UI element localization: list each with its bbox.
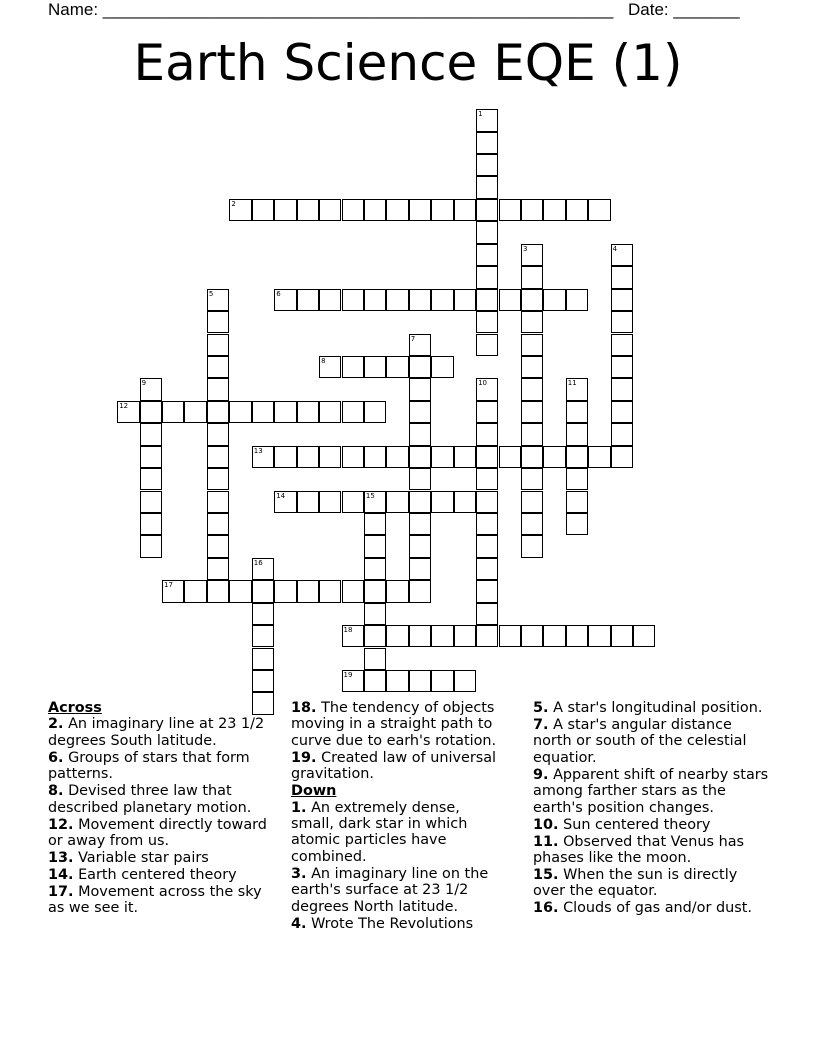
grid-cell[interactable] [611,356,633,378]
grid-cell[interactable] [476,513,498,535]
grid-cell[interactable] [342,580,364,602]
clue-number: 2 [231,199,236,208]
grid-cell[interactable] [364,356,386,378]
grid-cell[interactable] [297,491,319,513]
clue-number: 11 [567,379,577,388]
grid-cell[interactable] [319,289,341,311]
grid-cell[interactable] [566,625,588,647]
grid-cell[interactable] [409,423,431,445]
clue-across-8: 8. Devised three law that described planetary motion. [48,783,252,816]
grid-cell[interactable] [386,446,408,468]
grid-cell[interactable] [409,199,431,221]
grid-cell[interactable] [140,378,162,400]
grid-cell[interactable] [521,513,543,535]
grid-cell[interactable] [521,468,543,490]
grid-cell[interactable] [207,401,229,423]
grid-cell[interactable] [252,199,274,221]
grid-cell[interactable] [229,401,251,423]
grid-cell[interactable] [274,491,296,513]
clue-across-14: 14. Earth centered theory [48,867,237,884]
grid-cell[interactable] [207,491,229,513]
clue-number: 18 [343,626,353,635]
grid-cell[interactable] [566,468,588,490]
grid-cell[interactable] [207,580,229,602]
grid-cell[interactable] [319,356,341,378]
grid-cell[interactable] [476,109,498,131]
grid-cell[interactable] [274,446,296,468]
grid-cell[interactable] [476,446,498,468]
grid-cell[interactable] [140,535,162,557]
grid-cell[interactable] [521,491,543,513]
grid-cell[interactable] [521,446,543,468]
grid-cell[interactable] [117,401,139,423]
clue-across-12: 12. Movement directly toward or away from us. [48,816,267,850]
grid-cell[interactable] [207,311,229,333]
grid-cell[interactable] [386,625,408,647]
grid-cell[interactable] [611,625,633,647]
grid-cell[interactable] [364,535,386,557]
grid-cell[interactable] [342,670,364,692]
clues-column-1 [48,700,276,917]
name-field-label[interactable]: Name: ______________________________________________________ [48,0,614,19]
grid-cell[interactable] [409,401,431,423]
grid-cell[interactable] [319,401,341,423]
grid-cell[interactable] [521,378,543,400]
grid-cell[interactable] [521,401,543,423]
grid-cell[interactable] [476,266,498,288]
clue-down-4: 4. Wrote The Revolutions [291,915,474,932]
grid-cell[interactable] [476,378,498,400]
grid-cell[interactable] [140,446,162,468]
clue-number: 9 [141,379,147,388]
grid-cell[interactable] [409,513,431,535]
clue-number: 6 [276,289,281,298]
grid-cell[interactable] [274,401,296,423]
grid-cell[interactable] [454,491,476,513]
grid-cell[interactable] [184,401,206,423]
grid-cell[interactable] [611,244,633,266]
grid-cell[interactable] [611,311,633,333]
grid-cell[interactable] [454,199,476,221]
grid-cell[interactable] [476,199,498,221]
clue-across-2: 2. An imaginary line at 23 1/2 degrees South latitude. [48,716,265,749]
grid-cell[interactable] [476,311,498,333]
grid-cell[interactable] [476,289,498,311]
clue-down-9: 9. Apparent shift of nearby stars among farther stars as the earth's position changes. [533,766,769,816]
grid-cell[interactable] [319,199,341,221]
grid-cell[interactable] [342,289,364,311]
grid-cell[interactable] [162,580,184,602]
clue-across-19: 19. Created law of universal gravitation. [291,749,497,783]
grid-cell[interactable] [543,625,565,647]
grid-cell[interactable] [342,625,364,647]
grid-cell[interactable] [297,199,319,221]
grid-cell[interactable] [476,535,498,557]
date-field-label[interactable]: Date: _______ [628,0,740,19]
grid-cell[interactable] [297,289,319,311]
grid-cell[interactable] [409,580,431,602]
grid-cell[interactable] [611,378,633,400]
grid-cell[interactable] [409,558,431,580]
grid-cell[interactable] [319,491,341,513]
grid-cell[interactable] [364,603,386,625]
grid-cell[interactable] [386,356,408,378]
clue-down-16: 16. Clouds of gas and/or dust. [533,900,752,917]
grid-cell[interactable] [297,401,319,423]
grid-cell[interactable] [476,580,498,602]
clue-number: 19 [343,670,353,679]
clue-number: 16 [253,558,263,567]
grid-cell[interactable] [207,468,229,490]
grid-cell[interactable] [543,446,565,468]
grid-cell[interactable] [207,356,229,378]
grid-cell[interactable] [207,423,229,445]
grid-cell[interactable] [454,446,476,468]
grid-cell[interactable] [476,334,498,356]
clue-number: 7 [410,334,416,343]
grid-cell[interactable] [476,176,498,198]
clues-column-2 [291,700,503,933]
grid-cell[interactable] [431,199,453,221]
grid-cell[interactable] [431,670,453,692]
grid-cell[interactable] [499,625,521,647]
grid-cell[interactable] [252,558,274,580]
grid-cell[interactable] [386,580,408,602]
grid-cell[interactable] [633,625,655,647]
clue-down-10: 10. Sun centered theory [533,816,711,833]
grid-cell[interactable] [252,446,274,468]
grid-cell[interactable] [476,154,498,176]
grid-cell[interactable] [431,625,453,647]
grid-cell[interactable] [521,423,543,445]
grid-cell[interactable] [207,535,229,557]
grid-cell[interactable] [431,491,453,513]
grid-cell[interactable] [499,446,521,468]
grid-cell[interactable] [476,603,498,625]
grid-cell[interactable] [499,289,521,311]
grid-cell[interactable] [274,580,296,602]
grid-cell[interactable] [566,378,588,400]
clue-down-15: 15. When the sun is directly over the equator. [533,867,738,900]
grid-cell[interactable] [454,625,476,647]
grid-cell[interactable] [409,289,431,311]
grid-cell[interactable] [409,625,431,647]
across-heading: Across [48,700,102,716]
grid-cell[interactable] [252,648,274,670]
grid-cell[interactable] [566,423,588,445]
grid-cell[interactable] [364,625,386,647]
grid-cell[interactable] [252,401,274,423]
clue-number: 17 [164,581,173,590]
grid-cell[interactable] [364,401,386,423]
grid-cell[interactable] [588,199,610,221]
grid-cell[interactable] [476,132,498,154]
grid-cell[interactable] [252,603,274,625]
clue-across-17: 17. Movement across the sky as we see it. [48,884,262,917]
clue-across-6: 6. Groups of stars that form patterns. [48,749,250,783]
grid-cell[interactable] [454,289,476,311]
clue-number: 13 [253,446,263,455]
grid-cell[interactable] [409,446,431,468]
grid-cell[interactable] [476,401,498,423]
grid-cell[interactable] [207,289,229,311]
grid-cell[interactable] [207,378,229,400]
grid-cell[interactable] [476,625,498,647]
grid-cell[interactable] [431,356,453,378]
grid-cell[interactable] [521,334,543,356]
grid-cell[interactable] [543,199,565,221]
grid-cell[interactable] [207,446,229,468]
grid-cell[interactable] [588,446,610,468]
clue-number: 10 [478,379,487,388]
grid-cell[interactable] [409,468,431,490]
down-heading: Down [291,783,337,800]
grid-cell[interactable] [611,423,633,445]
grid-cell[interactable] [409,491,431,513]
grid-cell[interactable] [543,289,565,311]
page-title: Earth Science EQE (1) [133,34,683,92]
grid-cell[interactable] [342,199,364,221]
grid-cell[interactable] [521,625,543,647]
grid-cell[interactable] [566,513,588,535]
clue-number: 15 [365,491,375,500]
grid-cell[interactable] [566,199,588,221]
clue-number: 1 [478,110,483,119]
grid-cell[interactable] [611,401,633,423]
grid-cell[interactable] [274,199,296,221]
grid-cell[interactable] [140,468,162,490]
grid-cell[interactable] [229,199,251,221]
grid-cell[interactable] [476,221,498,243]
grid-cell[interactable] [364,558,386,580]
grid-cell[interactable] [611,334,633,356]
clue-across-13: 13. Variable star pairs [48,850,209,867]
clue-number: 12 [119,401,129,410]
grid-cell[interactable] [476,244,498,266]
grid-cell[interactable] [476,423,498,445]
clue-down-3: 3. An imaginary line on the earth's surface at 23 1/2 degrees North latitude. [291,865,489,915]
grid-cell[interactable] [476,558,498,580]
clue-number: 14 [276,491,286,500]
grid-cell[interactable] [611,446,633,468]
clue-number: 4 [612,244,618,253]
grid-cell[interactable] [476,468,498,490]
grid-cell[interactable] [521,244,543,266]
clue-number: 3 [522,244,528,253]
grid-cell[interactable] [207,558,229,580]
grid-cell[interactable] [297,446,319,468]
grid-cell[interactable] [386,670,408,692]
grid-cell[interactable] [521,289,543,311]
grid-cell[interactable] [364,289,386,311]
grid-cell[interactable] [566,401,588,423]
grid-cell[interactable] [521,311,543,333]
grid-cell[interactable] [409,535,431,557]
grid-cell[interactable] [521,356,543,378]
grid-cell[interactable] [274,289,296,311]
grid-cell[interactable] [342,446,364,468]
grid-cell[interactable] [386,199,408,221]
clue-down-7: 7. A star's angular distance north or south of the celestial equatior. [533,717,747,766]
clue-number: 5 [208,289,214,298]
grid-cell[interactable] [229,580,251,602]
grid-cell[interactable] [252,580,274,602]
grid-cell[interactable] [611,266,633,288]
grid-cell[interactable] [566,289,588,311]
grid-cell[interactable] [386,491,408,513]
grid-cell[interactable] [409,378,431,400]
grid-cell[interactable] [454,670,476,692]
grid-cell[interactable] [566,446,588,468]
grid-cell[interactable] [566,491,588,513]
grid-cell[interactable] [364,446,386,468]
grid-cell[interactable] [409,356,431,378]
grid-cell[interactable] [252,625,274,647]
grid-cell[interactable] [521,199,543,221]
grid-cell[interactable] [319,580,341,602]
grid-cell[interactable] [364,199,386,221]
grid-cell[interactable] [342,491,364,513]
grid-cell[interactable] [431,446,453,468]
grid-cell[interactable] [207,513,229,535]
grid-cell[interactable] [521,266,543,288]
grid-cell[interactable] [364,670,386,692]
grid-cell[interactable] [409,334,431,356]
grid-cell[interactable] [342,356,364,378]
grid-cell[interactable] [252,670,274,692]
grid-cell[interactable] [319,446,341,468]
clue-down-5: 5. A star's longitudinal position. [533,700,763,716]
grid-cell[interactable] [364,491,386,513]
grid-cell[interactable] [409,670,431,692]
grid-cell[interactable] [364,513,386,535]
grid-cell[interactable] [140,491,162,513]
grid-cell[interactable] [207,334,229,356]
clue-down-11: 11. Observed that Venus has phases like the moon. [533,833,745,867]
grid-cell[interactable] [297,580,319,602]
grid-cell[interactable] [364,648,386,670]
clues-column-3 [533,700,773,917]
clue-across-18: 18. The tendency of objects moving in a straight path to curve due to earh's rotation. [291,700,497,749]
grid-cell[interactable] [476,491,498,513]
grid-cell[interactable] [588,625,610,647]
grid-cell[interactable] [140,423,162,445]
grid-cell[interactable] [521,535,543,557]
clue-down-1: 1. An extremely dense, small, dark star in which atomic particles have combined. [291,799,468,865]
grid-cell[interactable] [184,580,206,602]
grid-cell[interactable] [364,580,386,602]
grid-cell[interactable] [431,289,453,311]
grid-cell[interactable] [342,401,364,423]
grid-cell[interactable] [499,199,521,221]
grid-cell[interactable] [611,289,633,311]
grid-cell[interactable] [162,401,184,423]
clue-number: 8 [321,356,326,365]
grid-cell[interactable] [140,513,162,535]
grid-cell[interactable] [140,401,162,423]
grid-cell[interactable] [386,289,408,311]
